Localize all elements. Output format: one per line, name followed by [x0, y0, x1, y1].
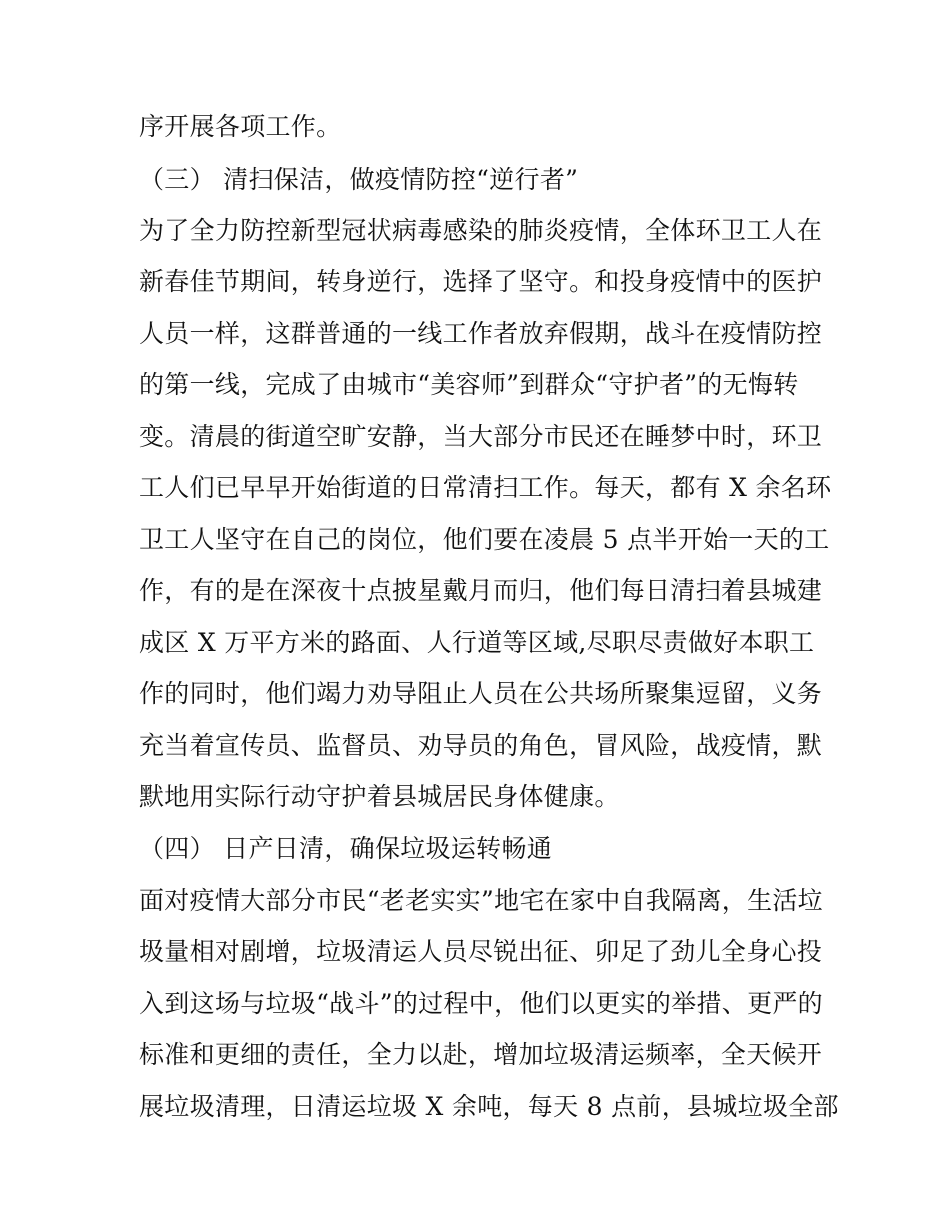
- text-line: 圾量相对剧增，垃圾清运人员尽锐出征、卯足了劲儿全身心投: [139, 937, 823, 966]
- text-line: 作，有的是在深夜十点披星戴月而归，他们每日清扫着县城建: [139, 576, 823, 605]
- text-line: 入到这场与垃圾“战斗”的过程中，他们以更实的举措、更严的: [139, 989, 823, 1018]
- text-line: 作的同时，他们竭力劝导阻止人员在公共场所聚集逗留，义务: [139, 679, 823, 708]
- text-line: 序开展各项工作。: [139, 112, 342, 141]
- text-line: 人员一样，这群普通的一线工作者放弃假期，战斗在疫情防控: [139, 319, 823, 348]
- section-heading-4: （四） 日产日清，确保垃圾运转畅通: [139, 834, 553, 863]
- text-line: 默地用实际行动守护着县城居民身体健康。: [139, 782, 620, 811]
- text-line: 为了全力防控新型冠状病毒感染的肺炎疫情，全体环卫工人在: [139, 216, 823, 245]
- text-line: 成区 X 万平方米的路面、人行道等区域,尽职尽责做好本职工: [139, 628, 815, 657]
- text-line: 的第一线，完成了由城市“美容师”到群众“守护者”的无悔转: [139, 370, 799, 399]
- text-line: 标准和更细的责任，全力以赴，增加垃圾清运频率，全天候开: [139, 1040, 823, 1069]
- text-line: 面对疫情大部分市民“老老实实”地宅在家中自我隔离，生活垃: [139, 886, 823, 915]
- text-line: 展垃圾清理，日清运垃圾 X 余吨，每天 8 点前，县城垃圾全部: [139, 1092, 839, 1121]
- text-line: 充当着宣传员、监督员、劝导员的角色，冒风险，战疫情，默: [139, 731, 823, 760]
- text-line: 变。清晨的街道空旷安静，当大部分市民还在睡梦中时，环卫: [139, 422, 823, 451]
- text-line: 卫工人坚守在自己的岗位，他们要在凌晨 5 点半开始一天的工: [139, 525, 830, 554]
- section-heading-3: （三） 清扫保洁，做疫情防控“逆行者”: [139, 165, 579, 194]
- text-line: 新春佳节期间，转身逆行，选择了坚守。和投身疫情中的医护: [139, 267, 823, 296]
- text-line: 工人们已早早开始街道的日常清扫工作。每天，都有 X 余名环: [139, 473, 832, 502]
